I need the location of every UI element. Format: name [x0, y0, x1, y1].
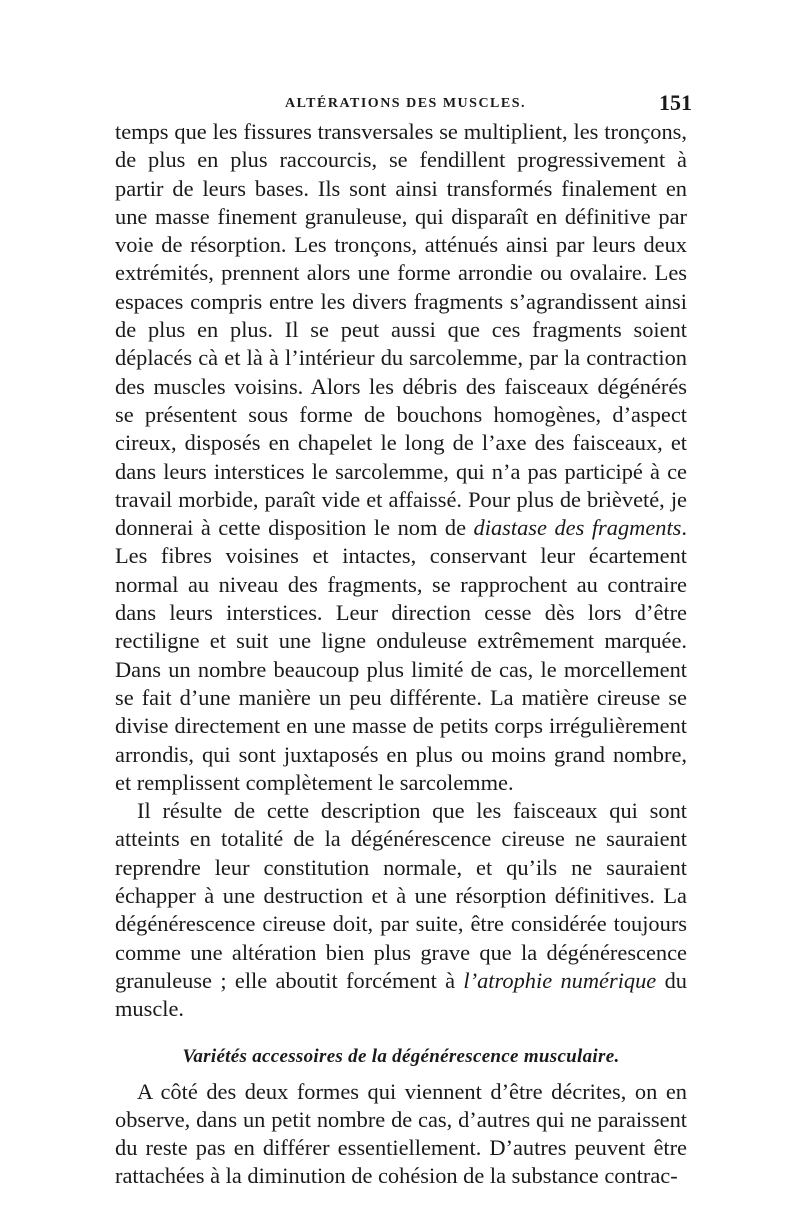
book-page — [115, 88, 692, 1191]
paragraph-2-emphasis: l’atrophie numérique — [463, 967, 657, 993]
paragraph-1-emphasis: diastase des fragments — [473, 515, 682, 541]
body-paragraph-3: A côté des deux formes qui viennent d’être décrites, on en observe, dans un petit nombre de cas, d’autres qui ne paraissent du reste pas en différer essentiellement. D’autres peuvent être rattachées à la diminution de cohésion de la substance contrac- — [115, 1078, 687, 1189]
body-paragraph-1 — [115, 118, 687, 797]
paragraph-2-text-b: du muscle. — [115, 967, 687, 1022]
page-number: 151 — [659, 90, 692, 115]
section-heading: Variétés accessoires de la dégénérescence musculaire. — [182, 1045, 620, 1067]
body-paragraph-2 — [115, 797, 687, 1023]
paragraph-1-text-a: temps que les fissures transversales se multiplient, les tronçons, de plus en plus raccourcis, se fendillent progressivement à partir de leurs bases. Ils sont ainsi transformés finalement en une masse finement granuleuse, qui disparaît en définitive par voie de résorption. Les tronçons, atténués ainsi par leurs deux extrémités, prennent alors une forme arrondie ou ovalaire. Les espaces compris entre les divers fragments s’agrandissent ainsi de plus en plus. Il se peut aussi que ces fragments soient déplacés cà et là à l’intérieur du sarcolemme, par la contraction des muscles voisins. Alors les débris des faisceaux dégénérés se présentent sous forme de bouchons homogènes, d’aspect cireux, disposés en chapelet le long de l’axe des faisceaux, et dans leurs interstices le sarcolemme, qui n’a pas participé à ce travail morbide, paraît vide et affaissé. Pour plus de brièveté, je donnerai à cette disposition le nom de — [115, 119, 687, 541]
running-head — [115, 88, 692, 118]
paragraph-1-text-b: . Les fibres voisines et intactes, conservant leur écartement normal au niveau des fragments, se rapprochent au contraire dans leurs interstices. Leur direction cesse dès lors d’être rectiligne et suit une ligne onduleuse extrêmement marquée. Dans un nombre beaucoup plus limité de cas, le morcellement se fait d’une manière un peu différente. La matière cireuse se divise directement en une masse de petits corps irrégulièrement arrondis, qui sont juxtaposés en plus ou moins grand nombre, et remplissent complètement le sarcolemme. — [115, 515, 687, 795]
paragraph-2-text-a: Il résulte de cette description que les faisceaux qui sont atteints en totalité de la dégénérescence cireuse ne sauraient reprendre leur constitution normale, et qu’ils ne sauraient échapper à une destruction et à une résorption définitives. La dégénérescence cireuse doit, par suite, être considérée toujours comme une altération bien plus grave que la dégénérescence granuleuse ; elle aboutit forcément à — [115, 798, 687, 993]
running-title: ALTÉRATIONS DES MUSCLES. — [285, 96, 527, 111]
